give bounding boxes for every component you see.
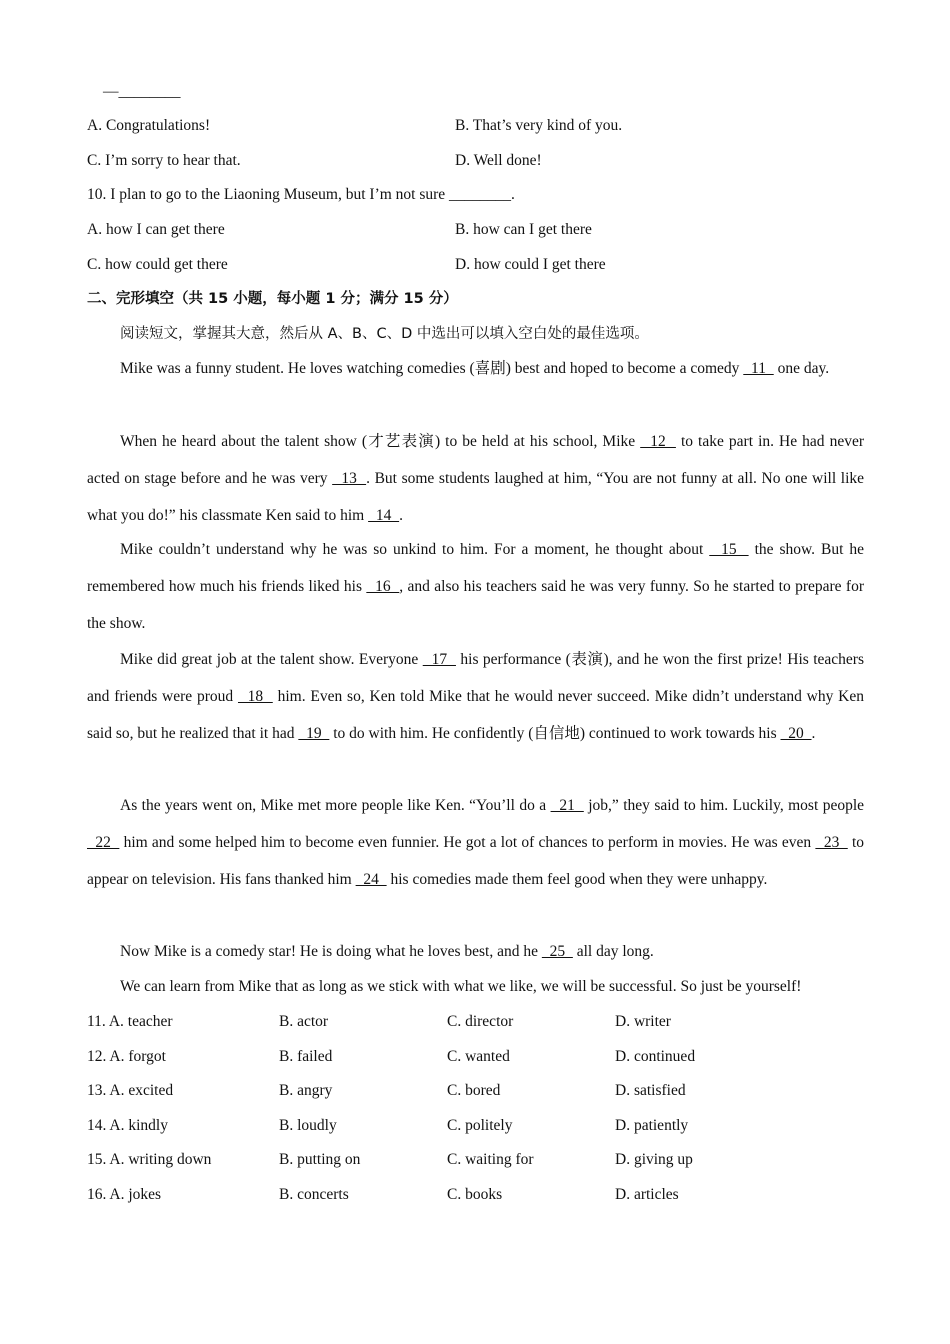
q16-option-a: 16. A. jokes (87, 1186, 162, 1203)
blank-11: 11 (743, 360, 774, 377)
passage-paragraph-2: When he heard about the talent show (才艺表演) to be held at his school, Mike 12 to take part in. He had never acted on stage before and he was very 13 . But some students laughed at him, “You are not funny at all. No one will like what you do!” his classmate Ken said to him 14 . (87, 433, 865, 524)
q15-option-b: B. putting on (279, 1151, 361, 1168)
blank-16: 16 (366, 578, 400, 595)
q10-option-row-2 (87, 255, 606, 275)
q13-option-d: D. satisfied (615, 1082, 686, 1099)
q10-option-c: C. how could get there (87, 256, 228, 273)
q16-option-c: C. books (447, 1186, 503, 1203)
q9-option-row-2 (87, 151, 542, 171)
q10-option-b: B. how can I get there (455, 221, 592, 238)
blank-24: 24 (355, 871, 387, 888)
q14-option-c: C. politely (447, 1117, 513, 1134)
q10-option-d: D. how could I get there (455, 256, 606, 273)
passage-paragraph-5: As the years went on, Mike met more people like Ken. “You’ll do a 21 job,” they said to him. Luckily, most people 22 him and some helped him to become even funnier. He got a lot of chances to perform in movies. He was even 23 to appear on television. His fans thanked him 24 his comedies made them feel good when they were unhappy. (87, 797, 865, 888)
passage-paragraph-7: We can learn from Mike that as long as we stick with what we like, we will be successful. So just be yourself! (120, 978, 802, 995)
question-row-13 (87, 1081, 887, 1101)
q12-option-d: D. continued (615, 1048, 696, 1065)
question-row-16 (87, 1185, 887, 1205)
q12-option-c: C. wanted (447, 1048, 510, 1065)
blank-17: 17 (422, 651, 456, 668)
q10-option-row-1 (87, 220, 592, 240)
q9-option-c: C. I’m sorry to hear that. (87, 152, 241, 169)
blank-15: 15 (709, 541, 749, 558)
q13-option-a: 13. A. excited (87, 1082, 174, 1099)
q11-option-d: D. writer (615, 1013, 671, 1030)
section-title: 二、完形填空（共 15 小题，每小题 1 分；满分 15 分） (87, 291, 458, 307)
q15-option-c: C. waiting for (447, 1151, 534, 1168)
q14-option-d: D. patiently (615, 1117, 689, 1134)
blank-19: 19 (298, 725, 330, 742)
q10-stem: 10. I plan to go to the Liaoning Museum, but I’m not sure ________. (87, 186, 515, 203)
passage-paragraph-4: Mike did great job at the talent show. Everyone 17 his performance (表演), and he won the first prize! His teachers and friends were proud 18 him. Even so, Ken told Mike that he would never succeed. Mike didn’t understand why Ken said so, but he realized that it had 19 to do with him. He confidently (自信地) continued to work towards his 20 . (87, 651, 864, 742)
blank-23: 23 (815, 834, 848, 851)
q16-option-d: D. articles (615, 1186, 679, 1203)
blank-14: 14 (368, 507, 400, 524)
q12-option-b: B. failed (279, 1048, 333, 1065)
q14-option-b: B. loudly (279, 1117, 337, 1134)
q15-option-a: 15. A. writing down (87, 1151, 212, 1168)
blank-13: 13 (332, 470, 367, 487)
question-row-14 (87, 1116, 887, 1136)
blank-18: 18 (237, 688, 273, 705)
question-row-15 (87, 1150, 887, 1170)
q9-option-row-1 (87, 116, 623, 136)
passage-paragraph-3: Mike couldn’t understand why he was so unkind to him. For a moment, he thought about 15 the show. But he remembered how much his friends liked his 16 , and also his teachers said he was very funny. So he started to prepare for the show. (87, 541, 865, 632)
q9-option-b: B. That’s very kind of you. (455, 117, 623, 134)
blank-20: 20 (780, 725, 812, 742)
q11-option-c: C. director (447, 1013, 514, 1030)
section-instruction: 阅读短文，掌握其大意，然后从 A、B、C、D 中选出可以填入空白处的最佳选项。 (120, 326, 649, 342)
q11-option-b: B. actor (279, 1013, 329, 1030)
q9-option-a: A. Congratulations! (87, 117, 211, 134)
question-row-11 (87, 1012, 887, 1032)
blank-25: 25 (541, 943, 573, 960)
q15-option-d: D. giving up (615, 1151, 693, 1168)
q9-option-d: D. Well done! (455, 152, 542, 169)
question-row-12 (87, 1047, 887, 1067)
q13-option-c: C. bored (447, 1082, 501, 1099)
blank-22: 22 (87, 834, 120, 851)
passage-paragraph-1: Mike was a funny student. He loves watching comedies (喜剧) best and hoped to become a comedy 11 one day. (120, 360, 830, 377)
blank-12: 12 (640, 433, 676, 450)
blank-21: 21 (550, 797, 584, 814)
q14-option-a: 14. A. kindly (87, 1117, 168, 1134)
q12-option-a: 12. A. forgot (87, 1048, 166, 1065)
q13-option-b: B. angry (279, 1082, 333, 1099)
q9-answer-line: —________ (103, 83, 181, 100)
q10-option-a: A. how I can get there (87, 221, 225, 238)
passage-paragraph-6: Now Mike is a comedy star! He is doing what he loves best, and he 25 all day long. (120, 943, 654, 960)
q11-option-a: 11. A. teacher (87, 1013, 173, 1030)
q16-option-b: B. concerts (279, 1186, 349, 1203)
